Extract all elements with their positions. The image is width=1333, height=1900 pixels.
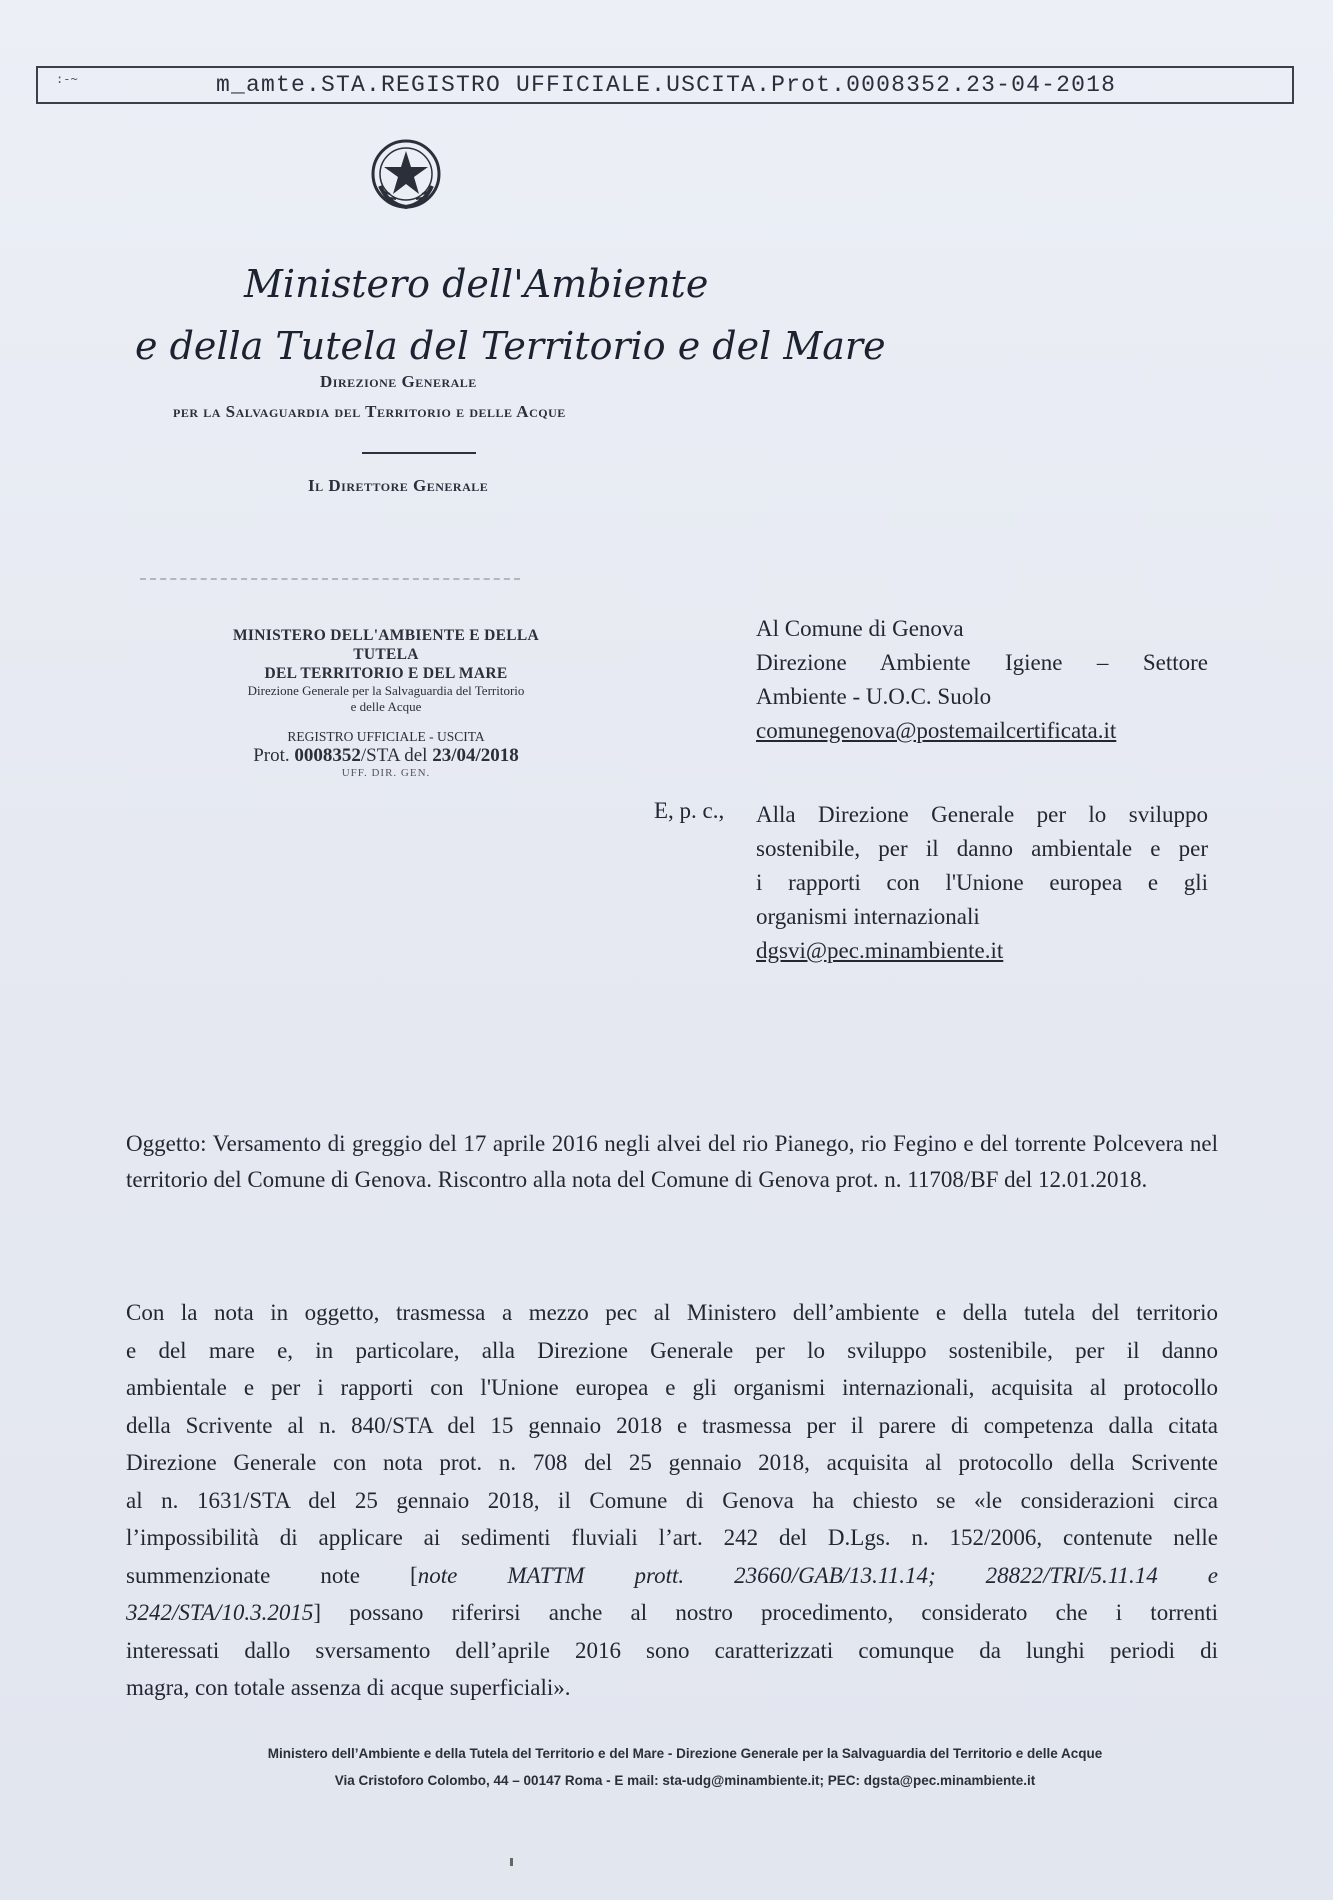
protocol-tick: :-~	[56, 72, 78, 86]
cc-email[interactable]: dgsvi@pec.minambiente.it	[756, 938, 1004, 963]
cc-line3: i rapporti con l'Unione europea e gli	[756, 870, 1208, 895]
subject-paragraph: Oggetto: Versamento di greggio del 17 aprile 2016 negli alvei del rio Pianego, rio Fegino e del torrente Polcevera nel territorio del Comune di Genova. Riscontro alla nota del Comune di Genova prot. n. 11708/BF del 12.01.2018.	[126, 1131, 1218, 1192]
cc-line1: Alla Direzione Generale per lo sviluppo	[756, 802, 1208, 827]
recipient-line3: Ambiente - U.O.C. Suolo	[756, 684, 992, 709]
body-line: interessati dallo sversamento dell’aprile 2016 sono caratterizzati comunque da lunghi periodi di	[126, 1637, 1218, 1663]
faint-dashed-line	[140, 578, 520, 584]
footer-line2: Via Cristoforo Colombo, 44 – 00147 Roma - E mail: sta-udg@minambiente.it; PEC: dgsta@pec.minambiente.it	[334, 1773, 1036, 1788]
paper-mark	[510, 1858, 513, 1866]
ministry-name-line2: e della Tutela del Territorio e del Mare	[135, 324, 886, 368]
cc-line4: organismi internazionali	[756, 904, 980, 929]
footer-line1: Ministero dell’Ambiente e della Tutela del Territorio e del Mare - Direzione Generale per la Salvaguardia del Territorio e delle Acque	[267, 1746, 1103, 1761]
stamp-protocol: Prot. 0008352/STA del 23/04/2018	[253, 745, 519, 766]
stamp-line4: Direzione Generale per la Salvaguardia del Territorio	[247, 683, 525, 698]
protocol-bar	[36, 66, 1294, 104]
ministry-name-line1: Ministero dell'Ambiente	[244, 262, 709, 306]
direzione-line1: Direzione Generale	[320, 372, 477, 391]
stamp-line1: MINISTERO DELL'AMBIENTE E DELLA	[232, 627, 540, 644]
body-line: l’impossibilità di applicare ai sedimenti fluviali l’art. 242 del D.Lgs. n. 152/2006, contenute nelle	[126, 1525, 1218, 1550]
direttore-title: Il Direttore Generale	[308, 476, 489, 495]
registry-stamp	[186, 626, 586, 780]
body-line: e del mare e, in particolare, alla Direzione Generale per lo sviluppo sostenibile, per il danno	[126, 1337, 1218, 1363]
stamp-registro: REGISTRO UFFICIALE - USCITA	[287, 729, 485, 744]
page-footer	[150, 1740, 1220, 1794]
cc-block	[756, 798, 1208, 968]
recipient-line1: Al Comune di Genova	[756, 616, 964, 641]
body-line: 3242/STA/10.3.2015] possano riferirsi anche al nostro procedimento, considerato che i torrenti	[126, 1600, 1218, 1625]
stamp-line5: e delle Acque	[350, 699, 422, 714]
letterhead-divider	[362, 452, 476, 454]
recipient-email[interactable]: comunegenova@postemailcertificata.it	[756, 718, 1117, 743]
body-paragraph	[126, 1294, 1218, 1707]
protocol-text: m_amte.STA.REGISTRO UFFICIALE.USCITA.Prot.0008352.23-04-2018	[216, 72, 1117, 98]
body-line: della Scrivente al n. 840/STA del 15 gennaio 2018 e trasmessa per il parere di competenza dalla citata	[126, 1412, 1218, 1438]
stamp-uff: UFF. DIR. GEN.	[341, 767, 431, 779]
cc-label: E, p. c.,	[654, 798, 725, 823]
cc-line2: sostenibile, per il danno ambientale e per	[756, 836, 1208, 861]
body-line: Con la nota in oggetto, trasmessa a mezzo pec al Ministero dell’ambiente e della tutela del territorio	[126, 1300, 1218, 1325]
body-line: ambientale e per i rapporti con l'Unione europea e gli organismi internazionali, acquisita al protocollo	[126, 1375, 1218, 1400]
body-line: magra, con totale assenza di acque superficiali».	[126, 1675, 571, 1700]
stamp-line2: TUTELA	[353, 646, 419, 663]
direzione-line2: per la Salvaguardia del Territorio e delle Acque	[173, 402, 566, 421]
recipient-line2: Direzione Ambiente Igiene – Settore	[756, 650, 1208, 675]
stamp-line3: DEL TERRITORIO E DEL MARE	[264, 665, 508, 682]
italian-republic-emblem-icon	[366, 134, 446, 214]
body-line: al n. 1631/STA del 25 gennaio 2018, il Comune di Genova ha chiesto se «le considerazioni circa	[126, 1487, 1218, 1513]
recipient-block	[756, 612, 1208, 748]
body-line: Direzione Generale con nota prot. n. 708 del 25 gennaio 2018, acquisita al protocollo della Scrivente	[126, 1450, 1218, 1475]
body-line: summenzionate note [note MATTM prott. 23660/GAB/13.11.14; 28822/TRI/5.11.14 e	[126, 1562, 1218, 1588]
